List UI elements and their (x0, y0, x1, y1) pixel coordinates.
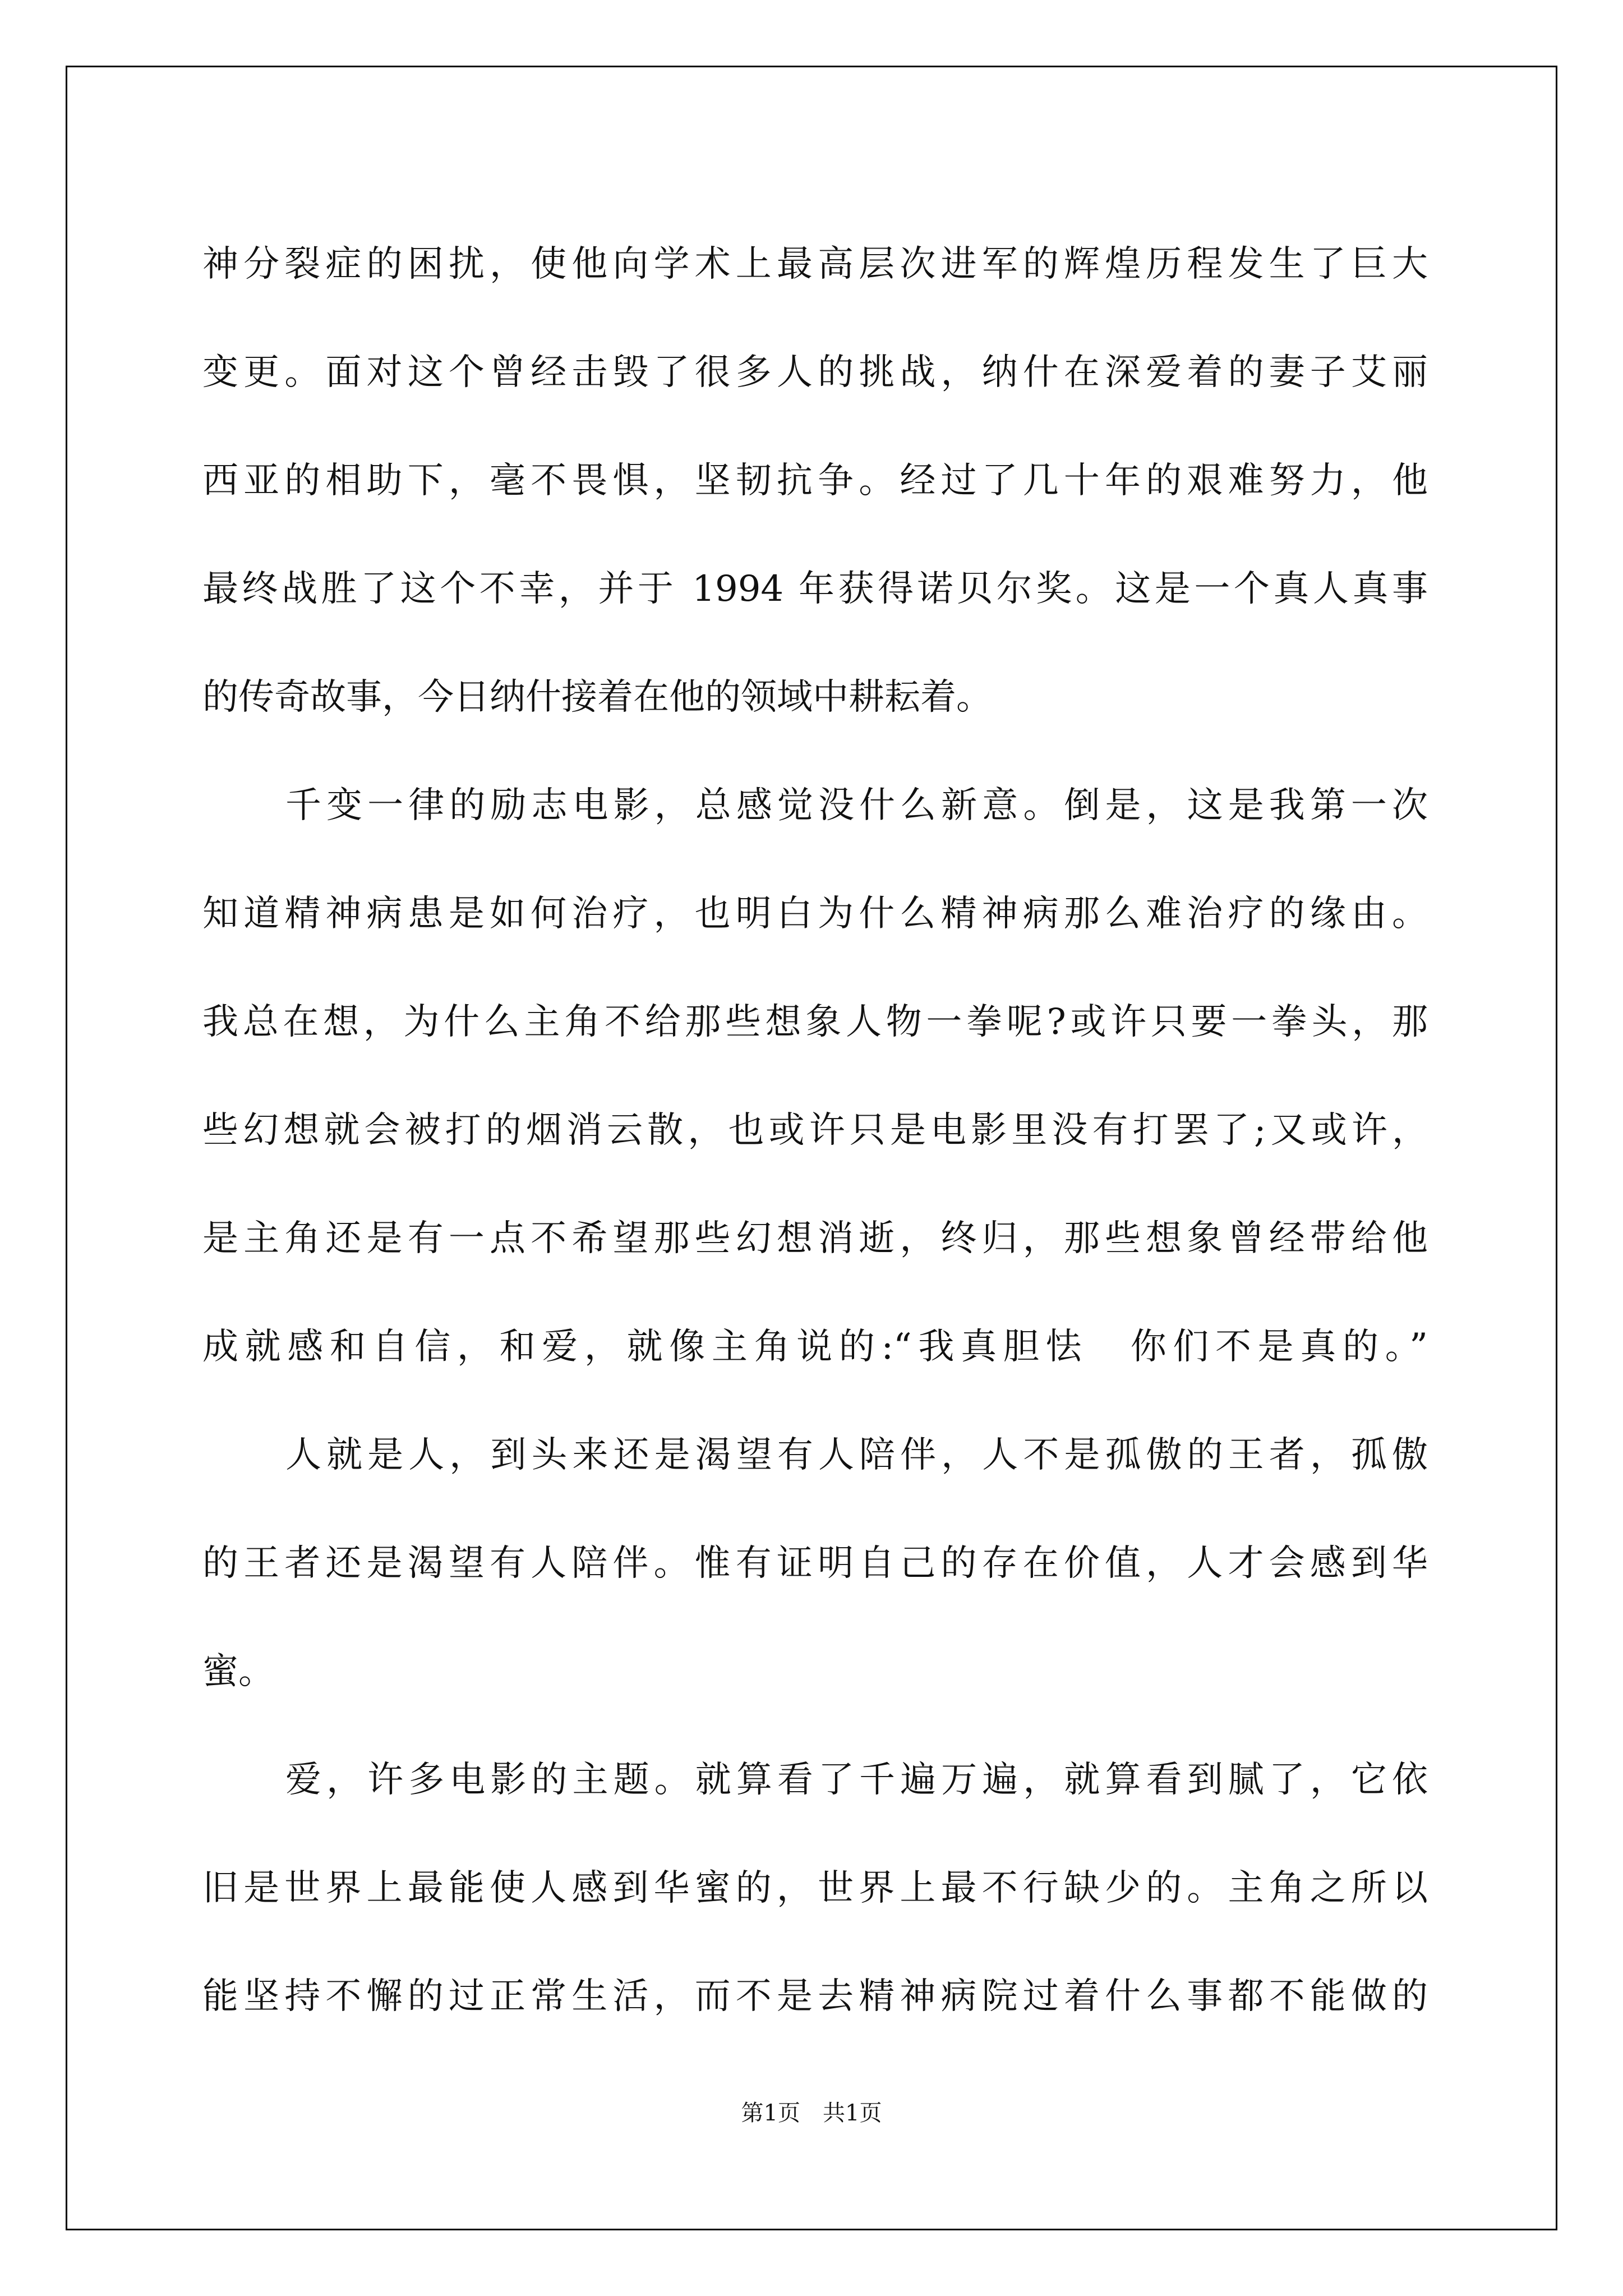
text-line: 些幻想就会被打的烟消云散，也或许只是电影里没有打罢了;又或许， (202, 1110, 1428, 1151)
text-line: 是主角还是有一点不希望那些幻想消逝，终归，那些想象曾经带给他 (202, 1218, 1428, 1259)
text-line: 变更。面对这个曾经击毁了很多人的挑战，纳什在深爱着的妻子艾丽 (202, 352, 1428, 393)
text-line: 最终战胜了这个不幸，并于 1994 年获得诺贝尔奖。这是一个真人真事 (202, 568, 1428, 610)
text-line: 成就感和自信，和爱，就像主角说的:“我真胆怯 你们不是真的。” (202, 1326, 1428, 1368)
text-line: 西亚的相助下，毫不畏惧，坚韧抗争。经过了几十年的艰难努力，他 (202, 460, 1428, 501)
page-number-footer: 第1页 共1页 (741, 2100, 882, 2126)
text-line: 能坚持不懈的过正常生活，而不是去精神病院过着什么事都不能做的 (202, 1976, 1428, 2017)
paragraph-first-line: 爱，许多电影的主题。就算看了千遍万遍，就算看到腻了，它依 (285, 1759, 1428, 1801)
text-line: 的王者还是渴望有人陪伴。惟有证明自己的存在价值，人才会感到华 (202, 1543, 1428, 1584)
text-line: 旧是世界上最能使人感到华蜜的，世界上最不行缺少的。主角之所以 (202, 1867, 1428, 1909)
text-line: 我总在想，为什么主角不给那些想象人物一拳呢?或许只要一拳头，那 (202, 1001, 1428, 1043)
text-line: 神分裂症的困扰，使他向学术上最高层次进军的辉煌历程发生了巨大 (202, 243, 1428, 285)
text-line: 蜜。 (202, 1651, 274, 1692)
paragraph-first-line: 千变一律的励志电影，总感觉没什么新意。倒是，这是我第一次 (285, 785, 1428, 826)
text-line: 的传奇故事，今日纳什接着在他的领域中耕耘着。 (202, 677, 992, 718)
text-line: 知道精神病患是如何治疗，也明白为什么精神病那么难治疗的缘由。 (202, 893, 1428, 935)
document-body (202, 210, 1428, 2051)
paragraph-first-line: 人就是人，到头来还是渴望有人陪伴，人不是孤傲的王者，孤傲 (285, 1434, 1428, 1476)
